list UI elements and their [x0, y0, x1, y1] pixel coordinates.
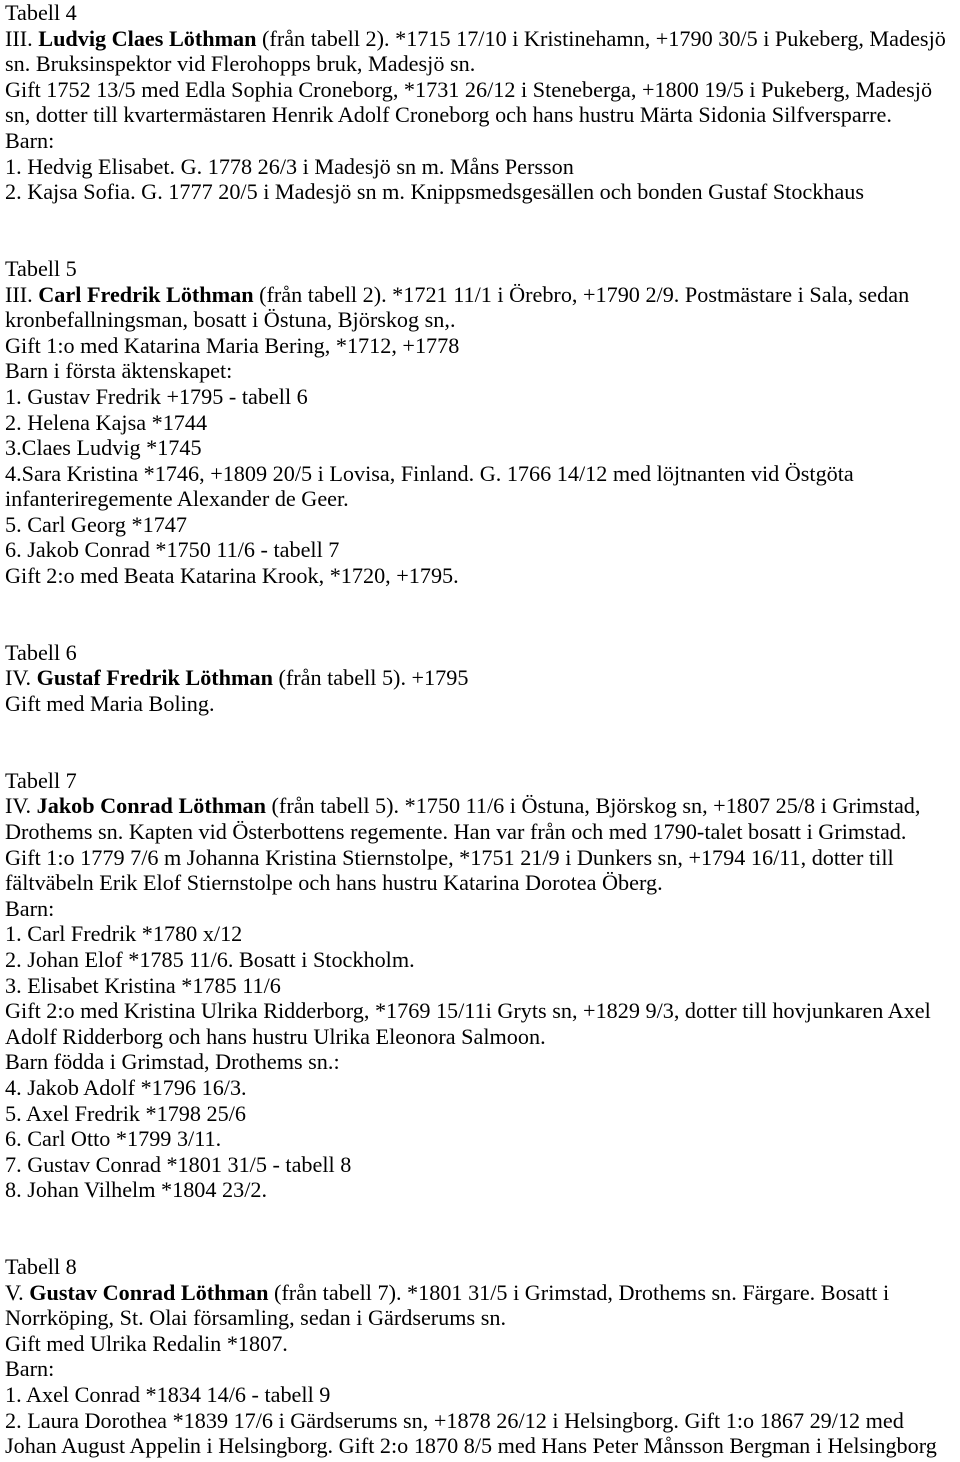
generation-numeral: III.: [5, 25, 39, 51]
tabell-5-text-line: Gift 1:o med Katarina Maria Bering, *1712, +1778: [5, 332, 460, 358]
tabell-8-text-line: Norrköping, St. Olai församling, sedan i Gärdserums sn.: [5, 1305, 506, 1331]
tabell-5-children-label: Barn i första äktenskapet:: [5, 358, 233, 384]
tabell-6-text-line: Gift med Maria Boling.: [5, 691, 215, 717]
tabell-7-text-line: fältväbeln Erik Elof Stiernstolpe och hans hustru Katarina Dorotea Öberg.: [5, 870, 663, 896]
tabell-4-children-label: Barn:: [5, 127, 55, 153]
tabell-5-child-item: 4.Sara Kristina *1746, +1809 20/5 i Lovisa, Finland. G. 1766 14/12 med löjtnanten vid Östgöta: [5, 460, 854, 486]
tabell-7-child-item: 6. Carl Otto *1799 3/11.: [5, 1126, 222, 1152]
entry-details: (från tabell 5). +1795: [272, 665, 469, 691]
tabell-8-section: [5, 1254, 960, 1459]
tabell-4-text-line: sn, dotter till kvartermästaren Henrik Adolf Croneborg och hans hustru Märta Sidonia Silfversparre.: [5, 102, 892, 128]
tabell-8-heading: Tabell 8: [5, 1254, 77, 1280]
tabell-8-entry-header: [5, 1280, 960, 1306]
tabell-5-heading: Tabell 5: [5, 255, 77, 281]
tabell-7-child-item: 3. Elisabet Kristina *1785 11/6: [5, 972, 281, 998]
entry-details: (från tabell 2). *1721 11/1 i Örebro, +1790 2/9. Postmästare i Sala, sedan: [253, 281, 910, 307]
person-name: Carl Fredrik Löthman: [38, 281, 254, 307]
tabell-7-child-item: 1. Carl Fredrik *1780 x/12: [5, 921, 243, 947]
tabell-5-child-item: 6. Jakob Conrad *1750 11/6 - tabell 7: [5, 537, 340, 563]
tabell-8-text-line: Gift med Ulrika Redalin *1807.: [5, 1330, 288, 1356]
tabell-5-section: [5, 256, 960, 589]
tabell-4-entry-header: [5, 26, 960, 52]
tabell-7-entry-header: [5, 793, 960, 819]
tabell-7-text-line: Gift 1:o 1779 7/6 m Johanna Kristina Stiernstolpe, *1751 21/9 i Dunkers sn, +1794 16/11, dotter till: [5, 844, 894, 870]
tabell-5-entry-header: [5, 282, 960, 308]
tabell-8-children-label: Barn:: [5, 1356, 55, 1382]
generation-numeral: IV.: [5, 665, 37, 691]
tabell-5-child-item: 1. Gustav Fredrik +1795 - tabell 6: [5, 383, 308, 409]
tabell-7-heading: Tabell 7: [5, 767, 77, 793]
entry-details: (från tabell 2). *1715 17/10 i Kristinehamn, +1790 30/5 i Pukeberg, Madesjö: [256, 25, 946, 51]
tabell-8-child-item: 2. Laura Dorothea *1839 17/6 i Gärdserums sn, +1878 26/12 i Helsingborg. Gift 1:o 1867 29/12 med: [5, 1407, 904, 1433]
tabell-4-child-item: 2. Kajsa Sofia. G. 1777 20/5 i Madesjö sn m. Knippsmedsgesällen och bonden Gustaf Stockhaus: [5, 179, 865, 205]
tabell-7-text-line: Drothems sn. Kapten vid Österbottens regemente. Han var från och med 1790-talet bosatt i Grimstad.: [5, 819, 907, 844]
tabell-5-child-item: 5. Carl Georg *1747: [5, 511, 187, 537]
tabell-4-text-line: sn. Bruksinspektor vid Flerohopps bruk, Madesjö sn.: [5, 51, 476, 77]
tabell-5-text-line: kronbefallningsman, bosatt i Östuna, Björskog sn,.: [5, 307, 456, 333]
tabell-6-entry-header: [5, 665, 960, 691]
tabell-5-text-line: infanteriregemente Alexander de Geer.: [5, 486, 349, 512]
generation-numeral: V.: [5, 1279, 30, 1305]
entry-details: (från tabell 5). *1750 11/6 i Östuna, Björskog sn, +1807 25/8 i Grimstad,: [266, 793, 921, 819]
tabell-7-child-item: 4. Jakob Adolf *1796 16/3.: [5, 1074, 247, 1100]
tabell-6-heading: Tabell 6: [5, 639, 77, 665]
tabell-4-child-item: 1. Hedvig Elisabet. G. 1778 26/3 i Madesjö sn m. Måns Persson: [5, 153, 574, 179]
generation-numeral: III.: [5, 281, 39, 307]
tabell-4-heading: Tabell 4: [5, 0, 77, 25]
person-name: Jakob Conrad Löthman: [36, 793, 266, 819]
tabell-8-child-item: 1. Axel Conrad *1834 14/6 - tabell 9: [5, 1382, 331, 1408]
tabell-5-child-item: 3.Claes Ludvig *1745: [5, 435, 202, 461]
tabell-7-child-item: 7. Gustav Conrad *1801 31/5 - tabell 8: [5, 1151, 352, 1177]
tabell-7-child-item: 8. Johan Vilhelm *1804 23/2.: [5, 1177, 268, 1203]
tabell-7-child-item: 5. Axel Fredrik *1798 25/6: [5, 1100, 246, 1126]
generation-numeral: IV.: [5, 793, 37, 819]
entry-details: (från tabell 7). *1801 31/5 i Grimstad, Drothems sn. Färgare. Bosatt i: [268, 1279, 890, 1305]
tabell-7-children-label: Barn födda i Grimstad, Drothems sn.:: [5, 1049, 340, 1075]
person-name: Gustav Conrad Löthman: [29, 1279, 269, 1305]
person-name: Gustaf Fredrik Löthman: [36, 665, 273, 691]
tabell-7-child-item: 2. Johan Elof *1785 11/6. Bosatt i Stockholm.: [5, 946, 415, 972]
tabell-4-text-line: Gift 1752 13/5 med Edla Sophia Croneborg, *1731 26/12 i Steneberga, +1800 19/5 i Pukeberg, Madesjö: [5, 76, 933, 102]
tabell-7-section: [5, 768, 960, 1203]
tabell-6-section: [5, 640, 960, 717]
person-name: Ludvig Claes Löthman: [38, 25, 257, 51]
tabell-7-text-line: Adolf Ridderborg och hans hustru Ulrika Eleonora Salmoon.: [5, 1023, 546, 1049]
tabell-7-children-label: Barn:: [5, 895, 55, 921]
tabell-5-child-item: 2. Helena Kajsa *1744: [5, 409, 208, 435]
tabell-4-section: [5, 0, 960, 205]
tabell-5-text-line: Gift 2:o med Beata Katarina Krook, *1720, +1795.: [5, 563, 459, 589]
tabell-7-text-line: Gift 2:o med Kristina Ulrika Ridderborg, *1769 15/11i Gryts sn, +1829 9/3, dotter till hovjunkaren Axel: [5, 998, 931, 1024]
tabell-8-text-line: Johan August Appelin i Helsingborg. Gift 2:o 1870 8/5 med Hans Peter Månsson Bergman i Helsingborg: [5, 1433, 937, 1459]
